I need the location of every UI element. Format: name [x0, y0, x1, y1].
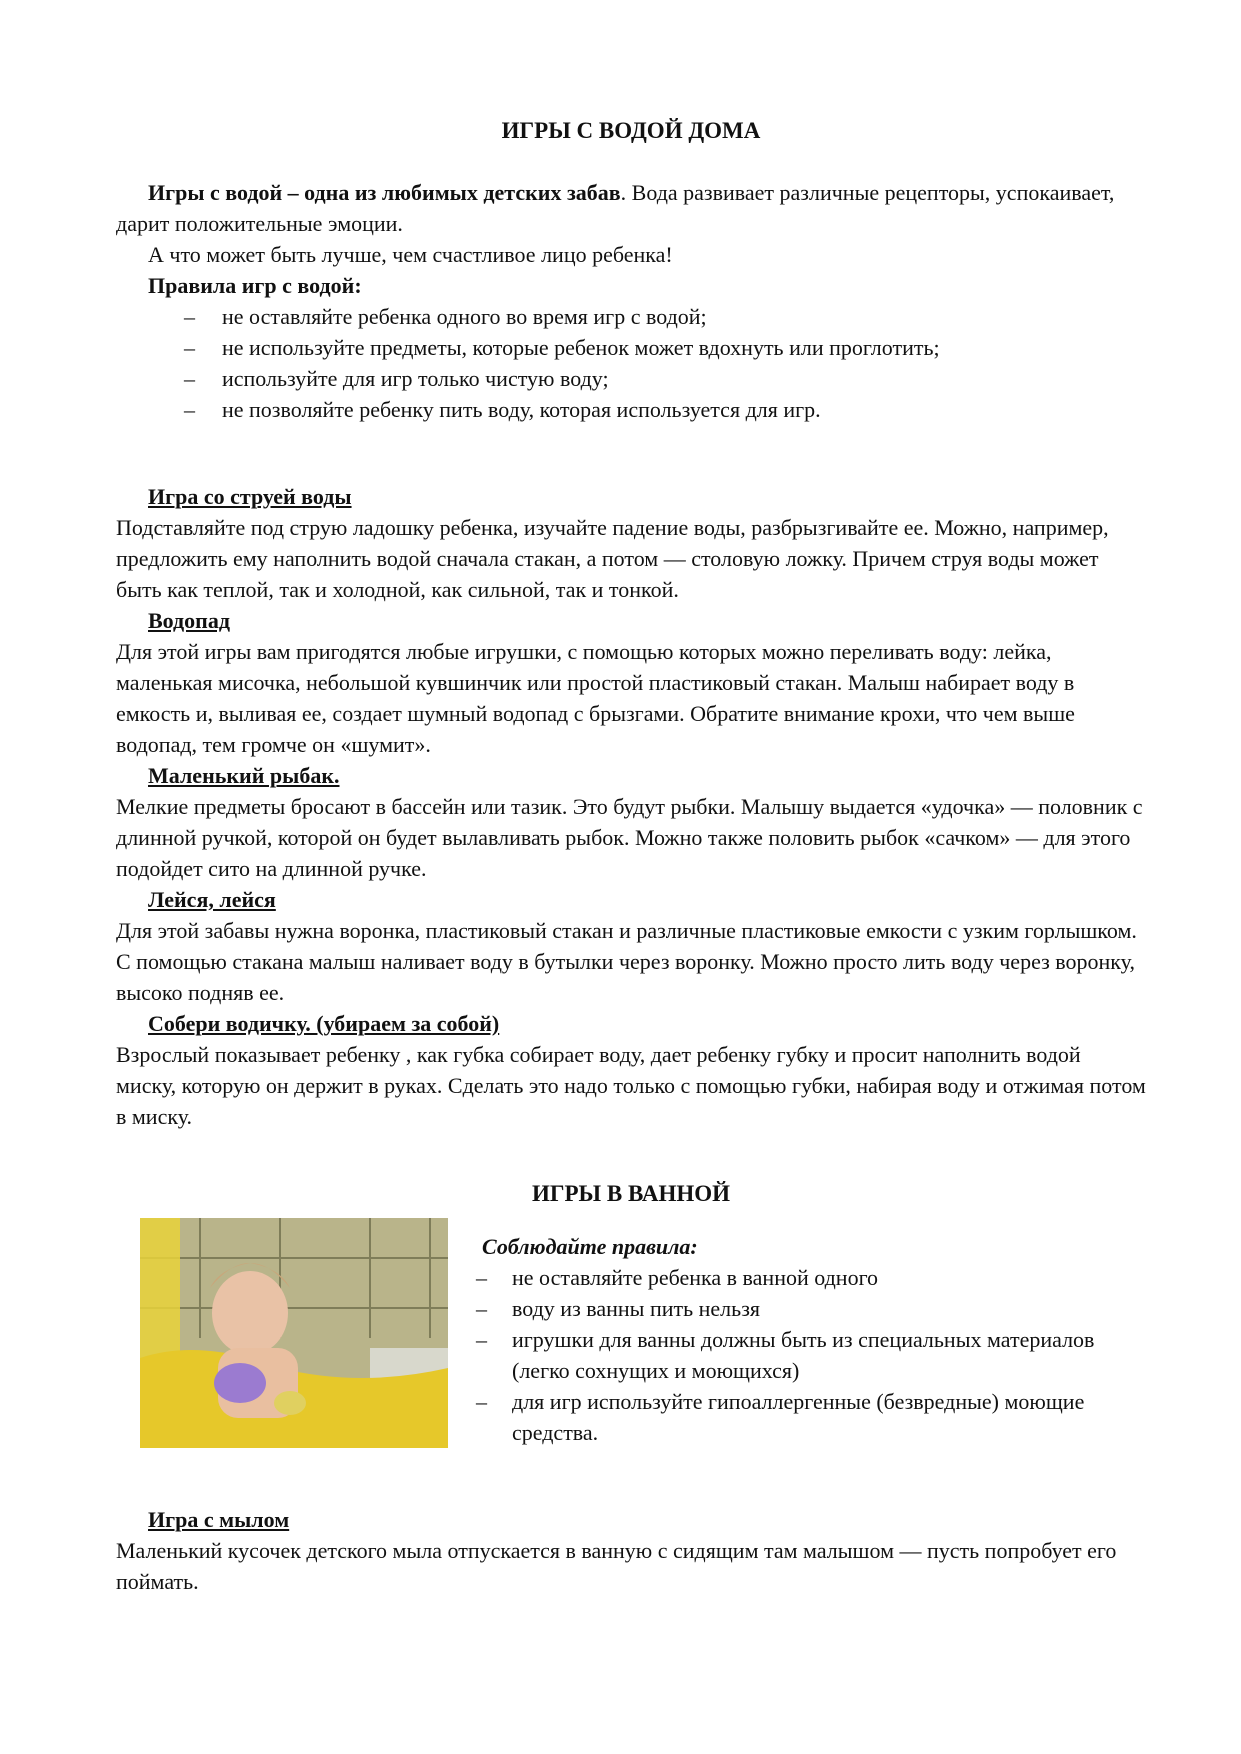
games-section [116, 481, 1146, 1132]
intro-rest: . Вода развивает различные рецепторы, успокаивает, дарит положительные эмоции. [116, 180, 1115, 236]
game-title: Маленький рыбак. [148, 763, 340, 788]
game-text: Для этой игры вам пригодятся любые игрушки, с помощью которых можно переливать воду: лейка, маленькая мисочка, небольшой кувшинчик или простой пластиковый стакан. Малыш набирает воду в емкость и, выливая ее, создает шумный водопад с брызгами. Обратите внимание крохи, что чем выше водопад, тем громче он «шумит». [116, 639, 1075, 757]
game-title: Водопад [148, 608, 230, 633]
game-title: Игра с мылом [148, 1507, 290, 1532]
rules-title: Правила игр с водой: [148, 273, 362, 298]
list-item: – используйте для игр только чистую воду; [184, 366, 609, 391]
game-title: Игра со струей воды [148, 484, 352, 509]
game-text: Для этой забавы нужна воронка, пластиковый стакан и различные пластиковые емкости с узким горлышком. С помощью стакана малыш наливает воду в бутылки через воронку. Можно просто лить воду через воронку, высоко подняв ее. [116, 918, 1137, 1005]
page-title: ИГРЫ С ВОДОЙ ДОМА [501, 118, 761, 143]
list-item: – не оставляйте ребенка в ванной одного [476, 1265, 879, 1290]
intro-section [116, 177, 1146, 425]
bath-photo [140, 1218, 448, 1448]
game-text: Подставляйте под струю ладошку ребенка, изучайте падение воды, разбрызгивайте ее. Можно, например, предложить ему наполнить водой сначала стакан, а потом — столовую ложку. Причем струя воды может быть как теплой, так и холодной, как сильной, так и тонкой. [116, 515, 1109, 602]
game-text: Маленький кусочек детского мыла отпускается в ванную с сидящим там малышом — пусть попробует его поймать. [116, 1538, 1117, 1594]
game-pour [116, 884, 1146, 1008]
list-item: – воду из ванны пить нельзя [476, 1296, 761, 1321]
bath-section-title: ИГРЫ В ВАННОЙ [531, 1181, 731, 1206]
game-text: Взрослый показывает ребенку , как губка собирает воду, дает ребенку губку и просит наполнить водой миску, которую он держит в руках. Сделать это надо только с помощью губки, набирая воду и отжимая потом в миску. [116, 1042, 1146, 1129]
list-item: – игрушки для ванны должны быть из специальных материалов (легко сохнущих и моющихся) [476, 1327, 1095, 1383]
bath-rules-title: Соблюдайте правила: [482, 1234, 698, 1259]
list-item: – не оставляйте ребенка одного во время игр с водой; [184, 304, 707, 329]
game-waterfall [116, 605, 1146, 760]
list-item: – для игр используйте гипоаллергенные (безвредные) моющие средства. [476, 1389, 1085, 1445]
game-title: Лейся, лейся [148, 887, 276, 912]
game-text: Мелкие предметы бросают в бассейн или тазик. Это будут рыбки. Малышу выдается «удочка» — половник с длинной ручкой, которой он будет вылавливать рыбок. Можно также половить рыбок «сачком» — для этого подойдет сито на длинной ручке. [116, 794, 1143, 881]
game-title: Собери водичку. (убираем за собой) [148, 1011, 500, 1036]
game-collect-water [116, 1008, 1146, 1132]
bath-rules-list [470, 1262, 1120, 1448]
intro-paragraph [116, 177, 1146, 239]
child-in-bath-image [140, 1218, 448, 1448]
list-item: – не позволяйте ребенку пить воду, которая используется для игр. [184, 397, 821, 422]
intro-bold-lead: Игры с водой – одна из любимых детских забав [148, 180, 621, 205]
intro-line2: А что может быть лучше, чем счастливое лицо ребенка! [148, 242, 673, 267]
rules-list [116, 301, 1146, 425]
game-water-stream [116, 481, 1146, 605]
list-item: – не используйте предметы, которые ребенок может вдохнуть или проглотить; [184, 335, 940, 360]
soap-game-section [116, 1504, 1146, 1597]
bath-rules-block [470, 1231, 1120, 1448]
game-little-fisherman [116, 760, 1146, 884]
